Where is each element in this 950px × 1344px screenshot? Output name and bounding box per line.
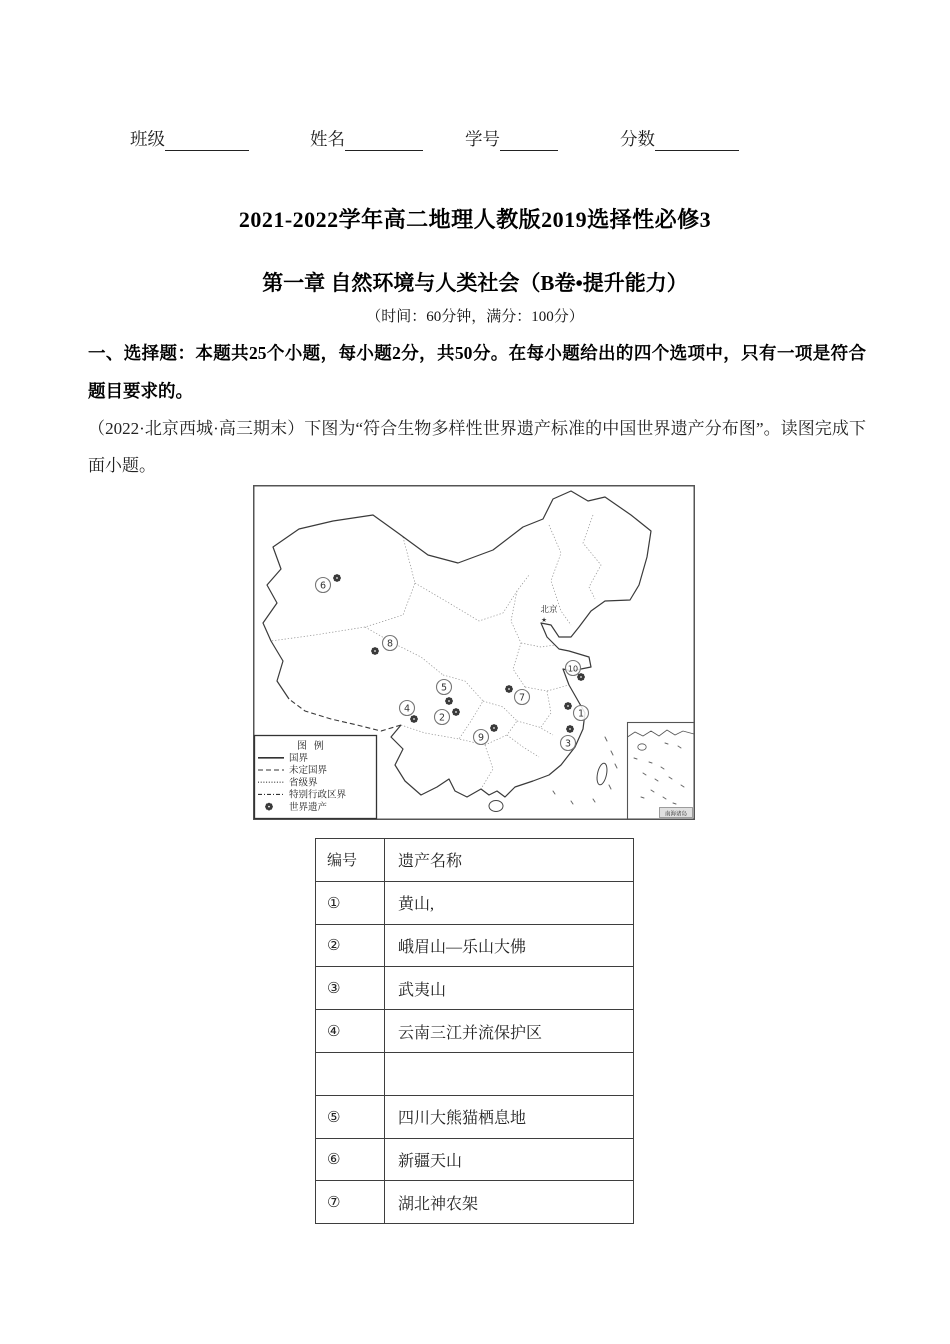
site-number-label: 9	[477, 732, 485, 744]
fill-field-label: 班级	[130, 129, 165, 149]
site-name-cell	[385, 1052, 634, 1095]
site-number-badge	[400, 701, 415, 716]
site-name-cell: 武夷山	[385, 967, 634, 1010]
table-row	[316, 967, 634, 1010]
site-number-label: 8	[386, 638, 394, 650]
site-number-badge	[474, 730, 489, 745]
site-number-badge	[316, 578, 331, 593]
legend-title: 图 例	[297, 741, 326, 752]
table-row	[316, 1095, 634, 1138]
site-number-label: 7	[518, 692, 526, 704]
fill-field	[465, 126, 558, 151]
site-number-cell	[316, 1052, 385, 1095]
heritage-marker-icon	[490, 724, 498, 732]
site-number-label: 4	[403, 703, 411, 715]
table-header-cell: 编号	[316, 839, 385, 882]
heritage-marker-icon	[410, 715, 418, 723]
site-number-label: 5	[440, 682, 448, 694]
inset-label: 南海诸岛	[664, 811, 688, 818]
map-legend	[255, 736, 377, 819]
heritage-marker-icon	[505, 685, 513, 693]
section-instructions: 一、选择题：本题共25个小题，每小题2分，共50分。在每小题给出的四个选项中，只有一项是符合题目要求的。	[88, 343, 866, 401]
table-row	[316, 881, 634, 924]
legend-item-label: 省级界	[289, 777, 318, 789]
legend-item-label: 世界遗产	[289, 801, 328, 813]
table-row	[316, 1010, 634, 1053]
exam-meta: （时间：60分钟，满分：100分）	[366, 309, 584, 325]
site-number-cell: ④	[316, 1010, 385, 1053]
fill-field-blank	[655, 132, 739, 151]
fill-field	[130, 126, 249, 151]
site-number-badge	[574, 706, 589, 721]
site-number-label: 10	[567, 664, 579, 674]
legend-heritage-marker-icon	[265, 803, 273, 811]
legend-item-label: 未定国界	[289, 765, 328, 777]
heritage-marker-icon	[371, 647, 379, 655]
site-number-badge	[515, 690, 530, 705]
china-heritage-map	[253, 485, 695, 820]
heritage-table	[315, 838, 634, 1224]
site-name-cell: 云南三江并流保护区	[385, 1010, 634, 1053]
site-number-cell: ③	[316, 967, 385, 1010]
site-number-badge	[437, 680, 452, 695]
beijing-label: 北京	[540, 604, 558, 614]
table-row	[316, 1138, 634, 1181]
page-title: 2021-2022学年高二地理人教版2019选择性必修3	[238, 206, 712, 232]
beijing-star-icon: ★	[541, 616, 547, 624]
table-header-cell: 遗产名称	[385, 839, 634, 882]
site-number-badge	[435, 710, 450, 725]
chapter-title: 第一章 自然环境与人类社会（B卷•提升能力）	[262, 271, 688, 296]
fill-field-blank	[165, 132, 249, 151]
fill-field-blank	[500, 132, 558, 151]
heritage-marker-icon	[577, 673, 585, 681]
heritage-marker-icon	[564, 702, 572, 710]
site-number-cell: ①	[316, 881, 385, 924]
site-number-cell: ⑦	[316, 1181, 385, 1224]
fill-field-label: 学号	[465, 129, 500, 149]
site-number-label: 1	[577, 708, 585, 720]
table-row	[316, 1052, 634, 1095]
site-name-cell: 四川大熊猫栖息地	[385, 1095, 634, 1138]
site-number-label: 2	[438, 712, 446, 724]
site-number-cell: ⑥	[316, 1138, 385, 1181]
legend-item-label: 特别行政区界	[289, 789, 347, 801]
site-number-badge	[566, 661, 581, 676]
site-number-label: 3	[564, 738, 572, 750]
site-number-badge	[383, 636, 398, 651]
heritage-marker-icon	[566, 725, 574, 733]
table-row	[316, 1181, 634, 1224]
fill-field-blank	[345, 132, 423, 151]
student-info-line	[0, 126, 950, 152]
site-name-cell: 峨眉山—乐山大佛	[385, 924, 634, 967]
heritage-marker-icon	[445, 697, 453, 705]
legend-item-label: 国界	[289, 753, 309, 764]
site-name-cell: 黄山,	[385, 881, 634, 924]
site-number-label: 6	[319, 580, 327, 592]
fill-field	[620, 126, 739, 151]
south-china-sea-inset	[628, 723, 695, 820]
fill-field-label: 分数	[620, 129, 655, 149]
question-intro: （2022·北京西城·高三期末）下图为“符合生物多样性世界遗产标准的中国世界遗产分布图”。读图完成下面小题。	[88, 419, 866, 475]
heritage-marker-icon	[333, 574, 341, 582]
site-name-cell: 新疆天山	[385, 1138, 634, 1181]
site-number-badge	[561, 736, 576, 751]
table-row	[316, 924, 634, 967]
heritage-marker-icon	[452, 708, 460, 716]
site-number-cell: ②	[316, 924, 385, 967]
site-name-cell: 湖北神农架	[385, 1181, 634, 1224]
fill-field-label: 姓名	[310, 129, 345, 149]
china-map-svg	[253, 485, 695, 820]
fill-field	[310, 126, 423, 151]
table-header-row	[316, 839, 634, 882]
site-number-cell: ⑤	[316, 1095, 385, 1138]
